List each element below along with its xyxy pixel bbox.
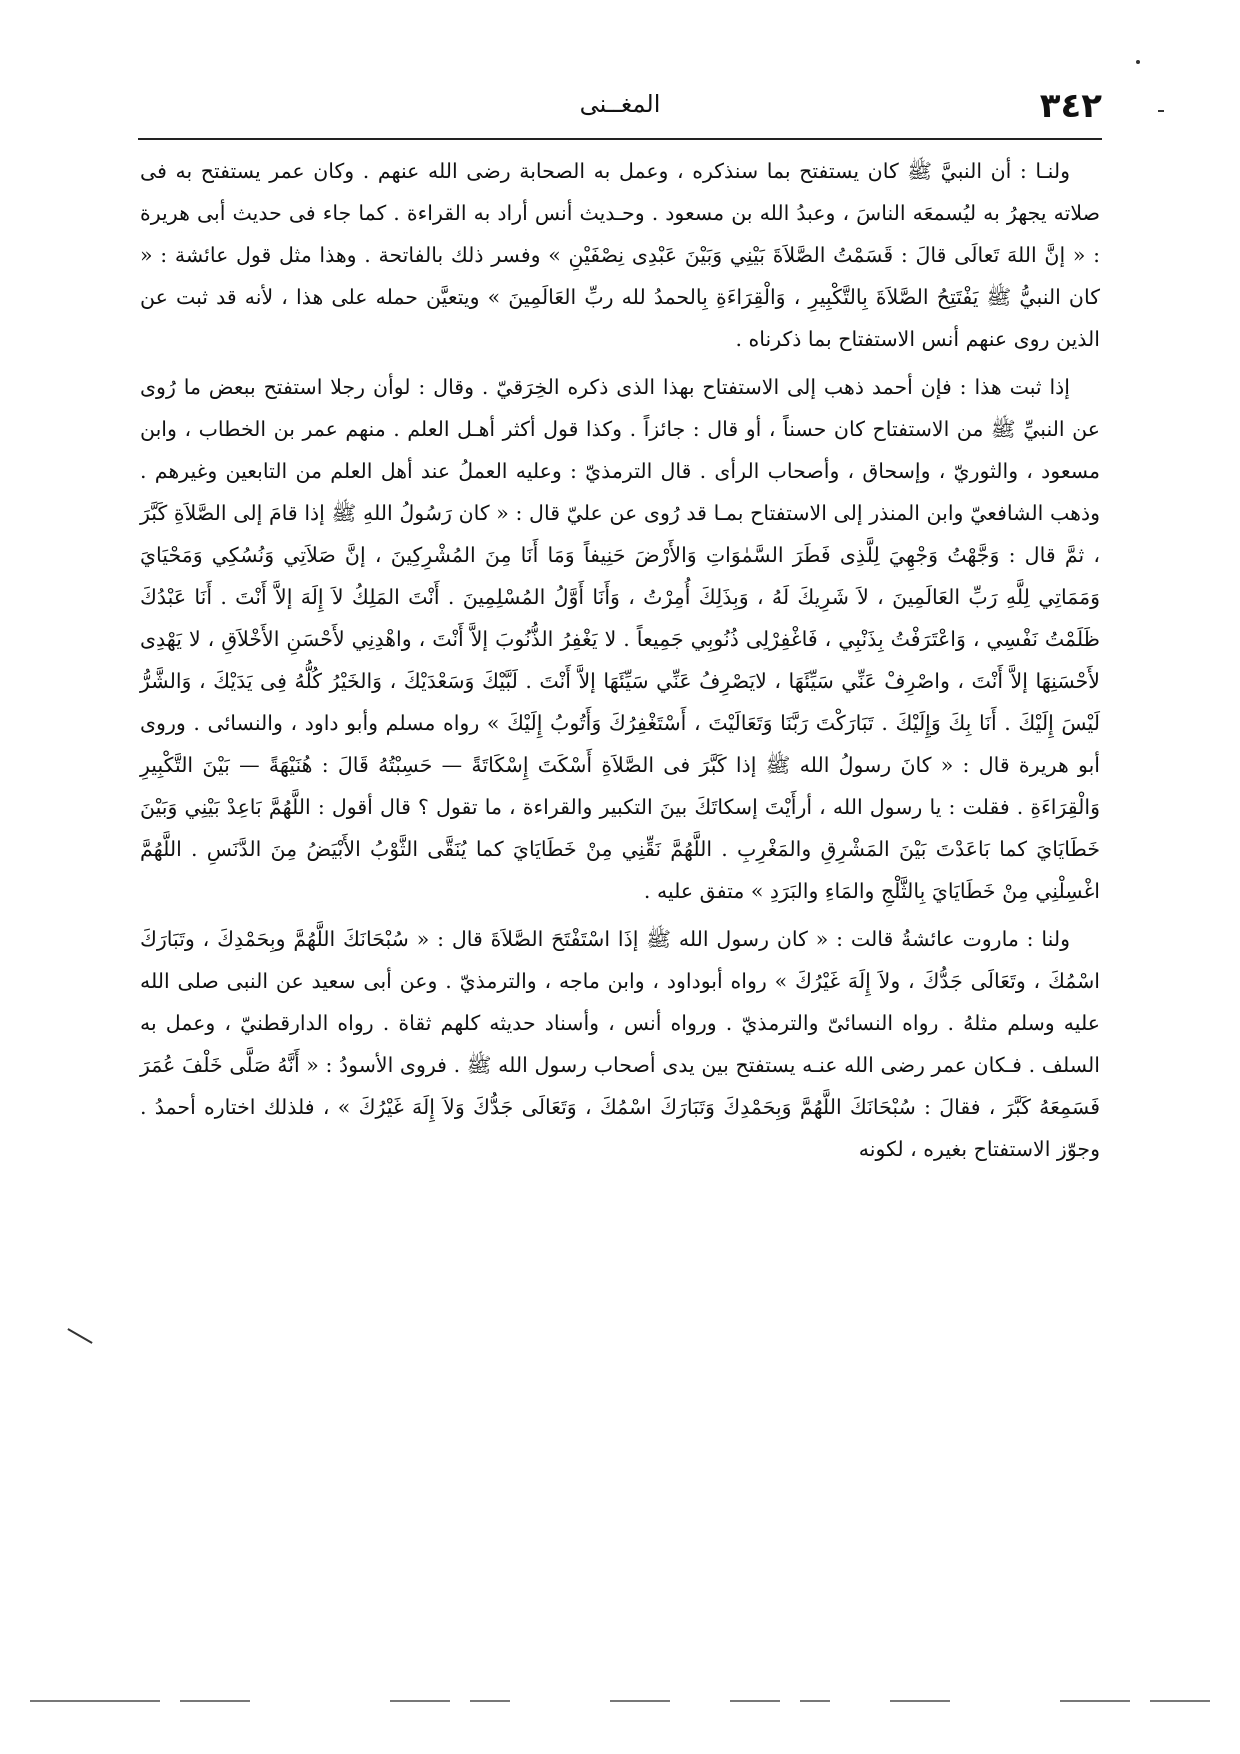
scan-stroke — [68, 1328, 93, 1343]
page-header — [138, 78, 1102, 138]
footer-rule-segment — [610, 1700, 670, 1702]
paragraph-2: إذا ثبت هذا : فإن أحمد ذهب إلى الاستفتاح بهذا الذى ذكره الخِرَقيّ . وقال : لوأن رجلا استفتح ببعض ما رُوى عن النبيِّ ﷺ من الاستفتاح كان حسناً ، أو قال : جائزاً . وكذا قول أكثر أهـل العلم . منهم عمر بن الخطاب ، وابن مسعود ، والثوريّ ، وإسحاق ، وأصحاب الرأى . قال الترمذيّ : وعليه العملُ عند أهل العلم من التابعين وغيرهم . وذهب الشافعيّ وابن المنذر إلى الاستفتاح بمـا قد رُوى عن عليّ قال : « كان رَسُولُ اللهِ ﷺ إذا قامَ إلى الصَّلاَةِ كَبَّرَ ، ثمَّ قال : وَجَّهْتُ وَجْهِيَ لِلَّذِى فَطَرَ السَّمٰوَاتِ وَالأَرْضَ حَنِيفاً وَمَا أَنَا مِنَ المُشْرِكِينَ ، إنَّ صَلاَتِي وَنُسُكِي وَمَحْيَايَ وَمَمَاتِي لِلَّهِ رَبِّ العَالَمِينَ ، لاَ شَرِيكَ لَهُ ، وَبِذَلِكَ أُمِرْتُ ، وَأَنَا أَوَّلُ المُسْلِمِينَ . أَنْتَ المَلِكُ لاَ إِلَهَ إلاَّ أَنْتَ . أَنَا عَبْدُكَ ظَلَمْتُ نَفْسِي ، وَاعْتَرَفْتُ بِذَنْبِي ، فَاغْفِرْلِى ذُنُوبِي جَمِيعاً . لا يَغْفِرُ الذُّنُوبَ إلاَّ أَنْتَ ، واهْدِنِي لأَحْسَنِ الأَخْلاَقِ ، لا يَهْدِى لأَحْسَنِهَا إلاَّ أَنْتَ ، واصْرِفْ عَنِّي سَيِّئَهَا ، لايَصْرِفُ عَنِّي سَيِّئَهَا إلاَّ أَنْتَ . لَبَّيْكَ وَسَعْدَيْكَ ، وَالخَيْرُ كُلُّهُ فِى يَدَيْكَ ، وَالشَّرُّ لَيْسَ إِلَيْكَ . أَنَا بِكَ وَإِلَيْكَ . تَبَارَكْتَ رَبَّنَا وَتَعَالَيْتَ ، أَسْتَغْفِرُكَ وَأَتُوبُ إِلَيْكَ » رواه مسلم وأبو داود ، والنسائى . وروى أبو هريرة قال : « كانَ رسولُ الله ﷺ إذا كَبَّرَ فى الصَّلاَةِ أَسْكَتَ إِسْكَاتَةً — حَسِبْتُهُ قَالَ : هُنَيْهَةً — بَيْنَ التَّكْبِيرِ وَالْقِرَاءَةِ . فقلت : يا رسول الله ، أرأَيْتَ إسكاتَكَ بينَ التكبير والقراءة ، ما تقول ؟ قال أقول : اللَّهُمَّ بَاعِدْ بَيْنِي وَبَيْنَ خَطَايَايَ كما بَاعَدْتَ بَيْنَ المَشْرِقِ والمَغْرِبِ . اللَّهُمَّ نَقِّنِي مِنْ خَطَايَايَ كما يُنَقَّى الثَّوْبُ الأَبْيَضُ مِنَ الدَّنَسِ . اللَّهُمَّ اغْسِلْنِي مِنْ خَطَايَايَ بِالثَّلْجِ والمَاءِ والبَرَدِ » متفق عليه . — [140, 375, 1100, 903]
footer-rule-segment — [1150, 1700, 1210, 1702]
footer-rule-segment — [180, 1700, 250, 1702]
footer-rule-segment — [890, 1700, 950, 1702]
footer-rule-segment — [390, 1700, 450, 1702]
header-divider — [138, 138, 1102, 140]
paragraph-3: ولنا : ماروت عائشةُ قالت : « كان رسول الله ﷺ إذَا اسْتَفْتَحَ الصَّلاَةَ قال : « سُبْحَانَكَ اللَّهُمَّ وبِحَمْدِكَ ، وتَبَارَكَ اسْمُكَ ، وتَعَالَى جَدُّكَ ، ولاَ إِلَهَ غَيْرُكَ » رواه أبوداود ، وابن ماجه ، والترمذيّ . وعن أبى سعيد عن النبى صلى الله عليه وسلم مثلهُ . رواه النسائىّ والترمذيّ . ورواه أنس ، وأسناد حديثه كلهم ثقاة . رواه الدارقطنيّ ، وعمل به السلف . فـكان عمر رضى الله عنـه يستفتح بين يدى أصحاب رسول الله ﷺ . فروى الأسودُ : « أَنَّهُ صَلَّى خَلْفَ عُمَرَ فَسَمِعَهُ كَبَّرَ ، فقالَ : سُبْحَانَكَ اللَّهُمَّ وَبِحَمْدِكَ وَتَبَارَكَ اسْمُكَ ، وَتَعَالَى جَدُّكَ وَلاَ إِلَهَ غَيْرُكَ » ، فلذلك اختاره أحمدُ . وجوّز الاستفتاح بغيره ، لكونه — [140, 927, 1100, 1161]
scan-speck — [1136, 60, 1140, 64]
scan-speck — [1158, 110, 1164, 112]
footer-rule-segment — [470, 1700, 510, 1702]
running-title: المغــنى — [579, 90, 661, 118]
page-number: ٣٤٢ — [1039, 86, 1102, 126]
paragraph-1: ولنـا : أن النبيَّ ﷺ كان يستفتح بما سنذكره ، وعمل به الصحابة رضى الله عنهم . وكان عمر يستفتح به فى صلاته يجهرُ به ليُسمعَه الناسَ ، وعبدُ الله بن مسعود . وحـديث أنس أراد به القراءة . كما جاء فى حديث أبى هريرة : « إنَّ اللهَ تَعالَى قالَ : قَسَمْتُ الصَّلاَةَ بَيْنِي وَبَيْنَ عَبْدِى نِصْفَيْنِ » وفسر ذلك بالفاتحة . وهذا مثل قول عائشة : « كان النبيُّ ﷺ يَفْتَتِحُ الصَّلاَةَ بِالتَّكْبِيرِ ، وَالْقِرَاءَةِ بِالحمدُ لله ربِّ العَالَمِينَ » ويتعيَّن حمله على هذا ، لأنه قد ثبت عن الذين روى عنهم أنس الاستفتاح بما ذكرناه . — [140, 159, 1100, 351]
footer-rule-fragments — [30, 1700, 1210, 1704]
footer-rule-segment — [30, 1700, 160, 1702]
footer-rule-segment — [730, 1700, 780, 1702]
page-body — [140, 150, 1100, 1170]
footer-rule-segment — [1060, 1700, 1130, 1702]
footer-rule-segment — [800, 1700, 830, 1702]
